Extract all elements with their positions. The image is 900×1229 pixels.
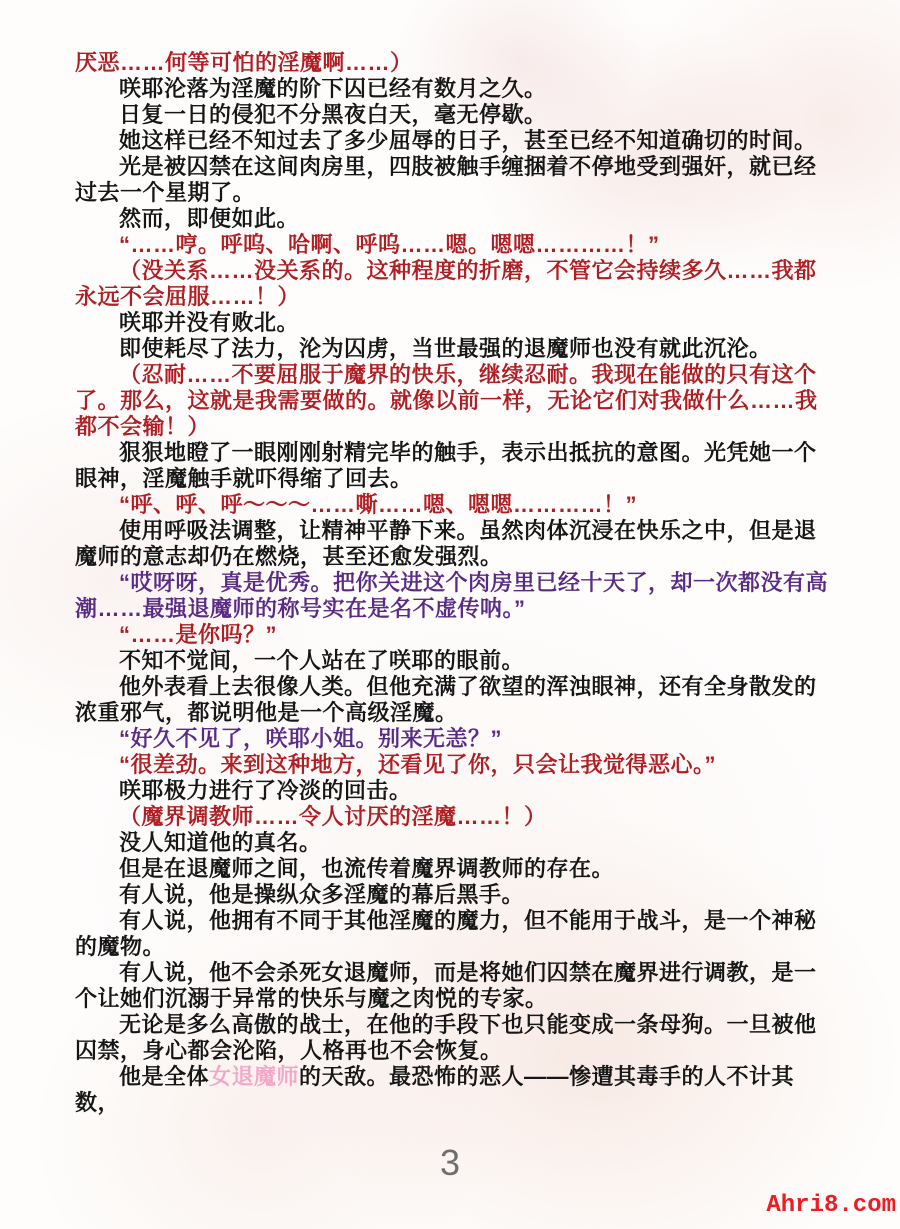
paragraph: 狠狠地瞪了一眼刚刚射精完毕的触手，表示出抵抗的意图。光凭她一个眼神，淫魔触手就吓得缩了回去。 <box>75 440 817 491</box>
paragraph: 有人说，他不会杀死女退魔师，而是将她们囚禁在魔界进行调教，是一个让她们沉溺于异常的快乐与魔之肉悦的专家。 <box>75 960 817 1011</box>
paragraph: 咲耶极力进行了冷淡的回击。 <box>119 778 412 803</box>
paragraph <box>75 1064 833 1116</box>
paragraph: “……哼。呼呜、哈啊、呼呜……嗯。嗯嗯…………！” <box>119 232 660 257</box>
paragraph: “很差劲。来到这种地方，还看见了你，只会让我觉得恶心。” <box>119 752 717 777</box>
text-segment: 的天敌。最恐怖的恶人——惨遭其毒手的人不计其数， <box>75 1064 795 1115</box>
paragraph: 无论是多么高傲的战士，在他的手段下也只能变成一条母狗。一旦被他囚禁，身心都会沦陷，人格再也不会恢复。 <box>75 1012 817 1063</box>
paragraph: “哎呀呀，真是优秀。把你关进这个肉房里已经十天了，却一次都没有高潮……最强退魔师的称号实在是名不虚传呐。” <box>75 570 829 621</box>
paragraph: （没关系……没关系的。这种程度的折磨，不管它会持续多久……我都永远不会屈服……！） <box>75 258 817 309</box>
paragraph: 咲耶并没有败北。 <box>119 310 300 335</box>
paragraph: 日复一日的侵犯不分黑夜白天，毫无停歇。 <box>119 102 547 127</box>
paragraph: （忍耐……不要屈服于魔界的快乐，继续忍耐。我现在能做的只有这个了。那么，这就是我需要做的。就像以前一样，无论它们对我做什么……我都不会输！） <box>75 362 818 439</box>
paragraph: “……是你吗？” <box>119 622 278 647</box>
paragraph: （魔界调教师……令人讨厌的淫魔……！） <box>119 804 547 829</box>
paragraph: 即使耗尽了法力，沦为囚虏，当世最强的退魔师也没有就此沉沦。 <box>119 336 772 361</box>
paragraph: 没人知道他的真名。 <box>119 830 322 855</box>
paragraph: 使用呼吸法调整，让精神平静下来。虽然肉体沉浸在快乐之中，但是退魔师的意志却仍在燃烧，甚至还愈发强烈。 <box>75 518 817 569</box>
paragraph: “好久不见了，咲耶小姐。别来无恙？” <box>119 726 503 751</box>
paragraph: 然而，即便如此。 <box>119 206 300 231</box>
text-segment: 他是全体 <box>119 1064 210 1089</box>
paragraph: 不知不觉间，一个人站在了咲耶的眼前。 <box>119 648 525 673</box>
paragraph: 她这样已经不知过去了多少屈辱的日子，甚至已经不知道确切的时间。 <box>119 128 817 153</box>
paragraph: 光是被囚禁在这间肉房里，四肢被触手缠捆着不停地受到强奸，就已经过去一个星期了。 <box>75 154 817 205</box>
page-number: 3 <box>439 1142 461 1183</box>
paragraph: 厌恶……何等可怕的淫魔啊……） <box>75 50 413 75</box>
paragraph: 但是在退魔师之间，也流传着魔界调教师的存在。 <box>119 856 615 881</box>
watermark: Ahri8.com <box>766 1192 896 1219</box>
paragraph: “呼、呼、呼～～～……嘶……嗯、嗯嗯…………！” <box>119 492 638 517</box>
paragraph: 他外表看上去很像人类。但他充满了欲望的浑浊眼神，还有全身散发的浓重邪气，都说明他是一个高级淫魔。 <box>75 674 817 725</box>
paragraph: 有人说，他是操纵众多淫魔的幕后黑手。 <box>119 882 525 907</box>
text-segment: 女退魔师 <box>209 1064 300 1089</box>
paragraph: 咲耶沦落为淫魔的阶下囚已经有数月之久。 <box>119 76 547 101</box>
paragraph: 有人说，他拥有不同于其他淫魔的魔力，但不能用于战斗，是一个神秘的魔物。 <box>75 908 817 959</box>
page-text <box>75 50 833 1116</box>
